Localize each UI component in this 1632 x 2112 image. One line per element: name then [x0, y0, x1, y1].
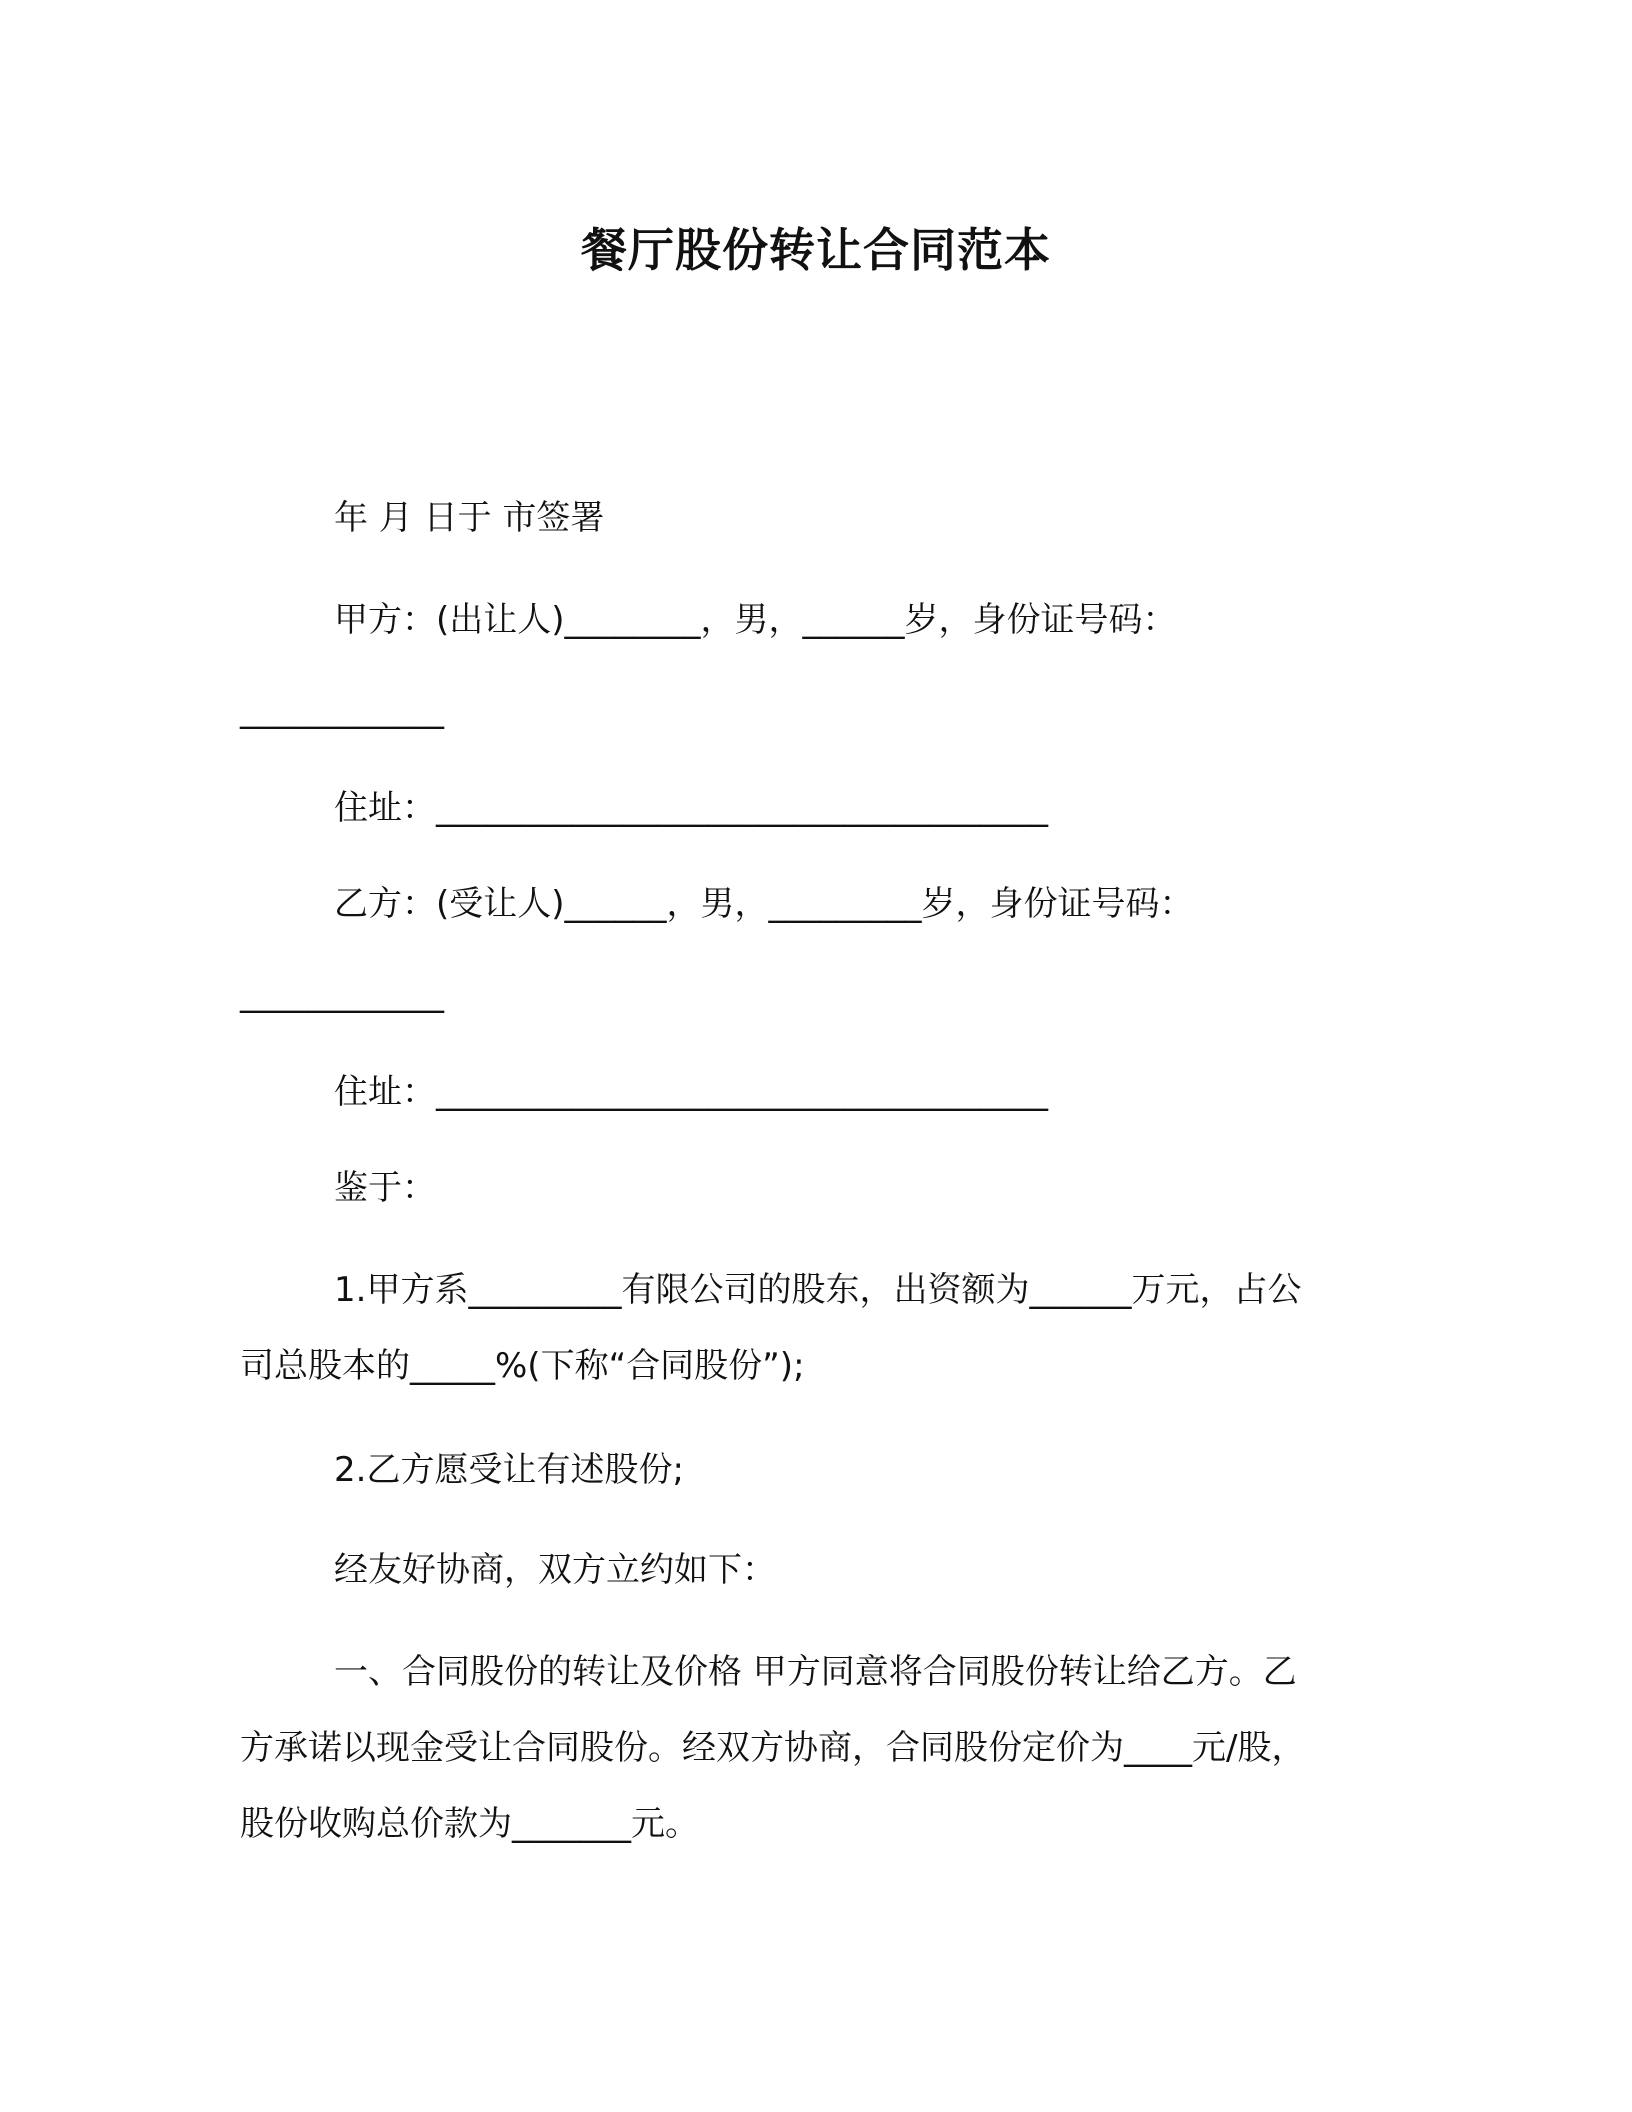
- whereas-heading: 鉴于：: [334, 1168, 436, 1208]
- party-a-line: 甲方：(出让人)________，男，______岁，身份证号码：: [334, 600, 1177, 640]
- recital-2-line: 2.乙方愿受让有述股份;: [334, 1450, 684, 1490]
- recital-1-line-1: 1.甲方系_________有限公司的股东，出资额为______万元，占公: [334, 1270, 1302, 1310]
- agreement-intro-line: 经友好协商，双方立约如下：: [334, 1550, 776, 1590]
- party-a-address-line: 住址：____________________________________: [334, 788, 1048, 828]
- recital-1-line-2: 司总股本的_____%(下称“合同股份”);: [240, 1346, 805, 1386]
- section-1-line-1: 一、合同股份的转让及价格 甲方同意将合同股份转让给乙方。乙: [334, 1652, 1297, 1692]
- party-a-id-blank: ____________: [240, 690, 444, 730]
- party-b-line: 乙方：(受让人)______，男，_________岁，身份证号码：: [334, 884, 1194, 924]
- section-1-line-3: 股份收购总价款为_______元。: [240, 1804, 699, 1844]
- party-b-address-line: 住址：____________________________________: [334, 1072, 1048, 1112]
- document-title: 餐厅股份转让合同范本: [581, 223, 1051, 277]
- signing-date-line: 年 月 日于 市签署: [334, 498, 605, 538]
- party-b-id-blank: ____________: [240, 974, 444, 1014]
- section-1-line-2: 方承诺以现金受让合同股份。经双方协商，合同股份定价为____元/股，: [240, 1728, 1306, 1768]
